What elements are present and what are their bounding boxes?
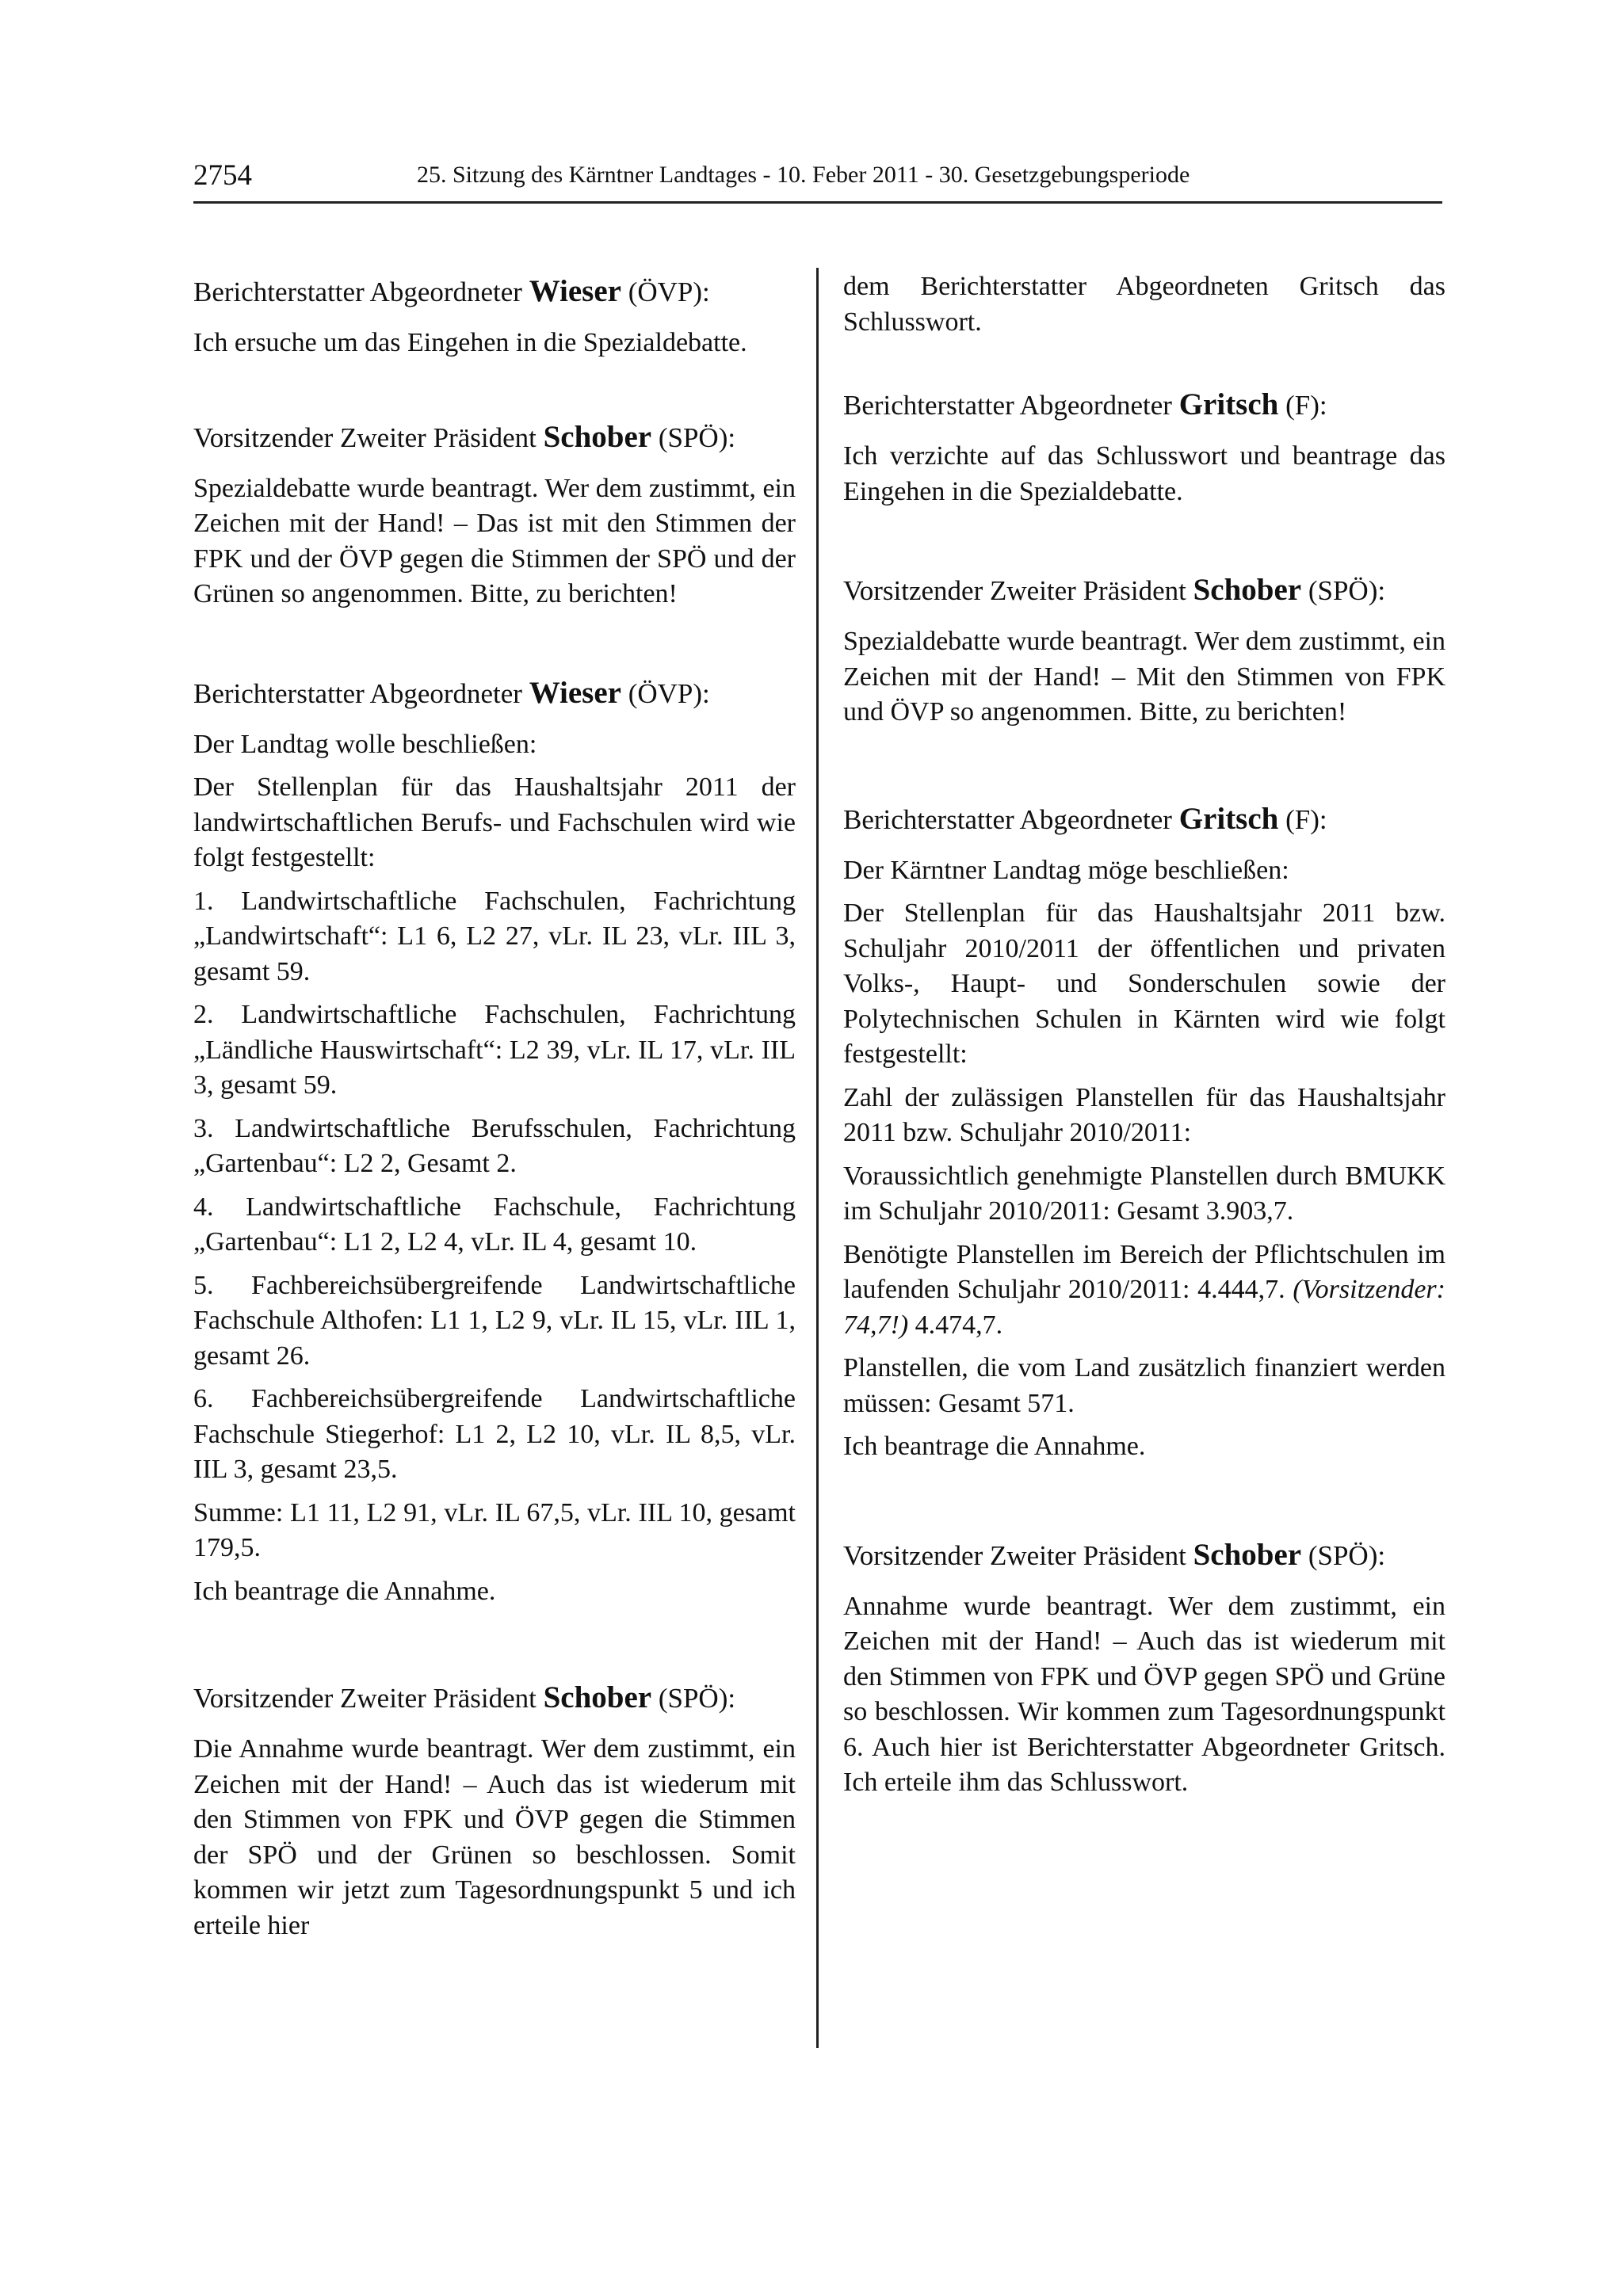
paragraph: Voraussichtlich genehmigte Planstellen durch BMUKK im Schuljahr 2010/2011: Gesamt 3.903,7. xyxy=(843,1161,1445,1226)
paragraph: Der Stellenplan für das Haushaltsjahr 2011 der landwirtschaftlichen Berufs- und Fachschulen wird wie folgt festgestellt: xyxy=(193,772,796,872)
paragraph: Ich beantrage die Annahme. xyxy=(843,1432,1146,1461)
list-item: 5. Fachbereichsübergreifende Landwirtschaftliche Fachschule Althofen: L1 1, L2 9, vLr. IL 15, vLr. IIL 1, gesamt 26. xyxy=(193,1270,796,1371)
speaker-name: Schober xyxy=(543,1680,652,1714)
speaker-heading: Vorsitzender Zweiter Präsident Schober (SPÖ): xyxy=(193,1680,736,1714)
paragraph: Der Landtag wolle beschließen: xyxy=(193,729,537,759)
speaker-name: Schober xyxy=(543,419,652,454)
speaker-heading: Vorsitzender Zweiter Präsident Schober (SPÖ): xyxy=(193,419,736,454)
paragraph: Summe: L1 11, L2 91, vLr. IL 67,5, vLr. IIL 10, gesamt 179,5. xyxy=(193,1497,796,1562)
right-column xyxy=(843,269,1445,1809)
paragraph: Der Stellenplan für das Haushaltsjahr 2011 bzw. Schuljahr 2010/2011 der öffentlichen und privaten Volks-, Haupt- und Sonderschulen sowie der Polytechnischen Schulen in Kärnten wird wie folgt festgestellt: xyxy=(843,898,1445,1069)
paragraph: Zahl der zulässigen Planstellen für das Haushaltsjahr 2011 bzw. Schuljahr 2010/2011: xyxy=(843,1082,1445,1147)
interjection: (Vorsitzender: 74,7!) xyxy=(843,1275,1445,1340)
page-header xyxy=(193,154,1442,204)
paragraph: Annahme wurde beantragt. Wer dem zustimmt, ein Zeichen mit der Hand! – Auch das ist wiederum mit den Stimmen von FPK und ÖVP gegen SPÖ und Grüne so beschlossen. Wir kommen zum Tagesordnungspunkt 6. Auch hier ist Berichterstatter Abgeordneter Gritsch. Ich erteile ihm das Schlusswort. xyxy=(843,1591,1445,1797)
speaker-name: Wieser xyxy=(529,274,621,308)
paragraph: Spezialdebatte wurde beantragt. Wer dem zustimmt, ein Zeichen mit der Hand! – Mit den Stimmen von FPK und ÖVP so angenommen. Bitte, zu berichten! xyxy=(843,627,1445,727)
paragraph: Benötigte Planstellen im Bereich der Pflichtschulen im laufenden Schuljahr 2010/2011: 4.444,7. (Vorsitzender: 74,7!) 4.474,7. xyxy=(843,1239,1445,1340)
column-divider xyxy=(816,268,819,2048)
speaker-heading: Berichterstatter Abgeordneter Wieser (ÖVP): xyxy=(193,675,710,710)
speaker-heading: Berichterstatter Abgeordneter Gritsch (F): xyxy=(843,801,1327,836)
running-title: 25. Sitzung des Kärntner Landtages - 10. Feber 2011 - 30. Gesetzgebungsperiode xyxy=(417,162,1190,188)
list-item: 2. Landwirtschaftliche Fachschulen, Fachrichtung „Ländliche Hauswirtschaft“: L2 39, vLr. IL 17, vLr. IIL 3, gesamt 59. xyxy=(193,1000,796,1100)
paragraph: Ich beantrage die Annahme. xyxy=(193,1576,496,1606)
speaker-name: Wieser xyxy=(529,675,621,710)
speaker-heading: Vorsitzender Zweiter Präsident Schober (SPÖ): xyxy=(843,1537,1386,1572)
paragraph: Planstellen, die vom Land zusätzlich finanziert werden müssen: Gesamt 571. xyxy=(843,1353,1445,1418)
left-column xyxy=(193,269,796,1951)
speaker-name: Gritsch xyxy=(1178,387,1279,421)
list-item: 4. Landwirtschaftliche Fachschule, Fachrichtung „Gartenbau“: L1 2, L2 4, vLr. IL 4, gesamt 10. xyxy=(193,1192,796,1257)
page-number: 2754 xyxy=(193,159,252,192)
speaker-heading: Berichterstatter Abgeordneter Gritsch (F): xyxy=(843,387,1327,421)
list-item: 1. Landwirtschaftliche Fachschulen, Fachrichtung „Landwirtschaft“: L1 6, L2 27, vLr. IL 23, vLr. IIL 3, gesamt 59. xyxy=(193,886,796,986)
speaker-name: Gritsch xyxy=(1178,801,1279,836)
paragraph: Der Kärntner Landtag möge beschließen: xyxy=(843,855,1289,885)
list-item: 3. Landwirtschaftliche Berufsschulen, Fachrichtung „Gartenbau“: L2 2, Gesamt 2. xyxy=(193,1113,796,1178)
list-item: 6. Fachbereichsübergreifende Landwirtschaftliche Fachschule Stiegerhof: L1 2, L2 10, vLr. IL 8,5, vLr. IIL 3, gesamt 23,5. xyxy=(193,1384,796,1484)
paragraph: Ich ersuche um das Eingehen in die Spezialdebatte. xyxy=(193,328,747,357)
paragraph: Ich verzichte auf das Schlusswort und beantrage das Eingehen in die Spezialdebatte. xyxy=(843,441,1445,506)
speaker-name: Schober xyxy=(1193,1537,1302,1572)
speaker-heading: Berichterstatter Abgeordneter Wieser (ÖVP): xyxy=(193,274,710,308)
paragraph: Spezialdebatte wurde beantragt. Wer dem zustimmt, ein Zeichen mit der Hand! – Das ist mit den Stimmen der FPK und der ÖVP gegen die Stimmen der SPÖ und der Grünen so angenommen. Bitte, zu berichten! xyxy=(193,473,796,608)
speaker-heading: Vorsitzender Zweiter Präsident Schober (SPÖ): xyxy=(843,573,1386,607)
speaker-name: Schober xyxy=(1193,573,1302,607)
paragraph: Die Annahme wurde beantragt. Wer dem zustimmt, ein Zeichen mit der Hand! – Auch das ist wiederum mit den Stimmen von FPK und ÖVP gegen die Stimmen der SPÖ und der Grünen so beschlossen. Somit kommen wir jetzt zum Tagesordnungspunkt 5 und ich erteile hier xyxy=(193,1734,796,1940)
paragraph: dem Berichterstatter Abgeordneten Gritsch das Schlusswort. xyxy=(843,272,1445,337)
